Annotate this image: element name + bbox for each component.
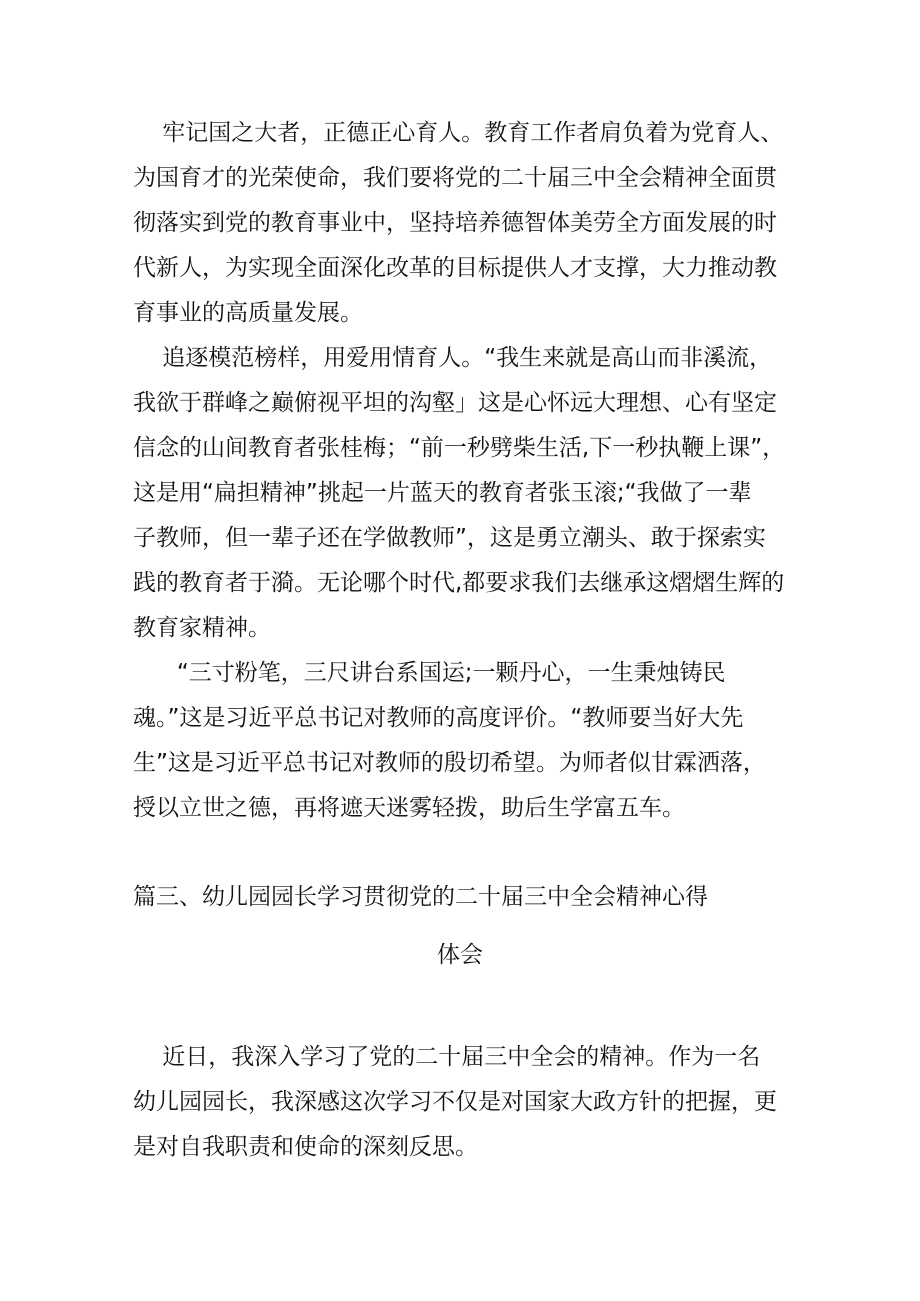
- paragraph-2-line-2: 我欲于群峰之巅俯视平坦的沟壑」这是心怀远大理想、心有坚定: [133, 390, 777, 416]
- closing-paragraph-line-2: 幼儿园园长，我深感这次学习不仅是对国家大政方针的把握，更: [133, 1089, 777, 1115]
- paragraph-3-line-1: “三寸粉笔，三尺讲台系国运;一颗丹心，一生秉烛铸民: [133, 660, 726, 686]
- paragraph-1-line-4: 代新人，为实现全面深化改革的目标提供人才支撑，大力推动教: [133, 255, 777, 281]
- paragraph-2-line-5: 子教师，但一辈子还在学做教师”，这是勇立潮头、敢于探索实: [133, 525, 766, 551]
- paragraph-2-line-7: 教育家精神。: [133, 615, 271, 641]
- paragraph-1-line-3: 彻落实到党的教育事业中，坚持培养德智体美劳全方面发展的时: [133, 210, 777, 236]
- paragraph-1-line-2: 为国育才的光荣使命，我们要将党的二十届三中全会精神全面贯: [133, 165, 777, 191]
- paragraph-3-line-3: 生”这是习近平总书记对教师的殷切希望。为师者似甘霖洒落，: [133, 750, 766, 776]
- paragraph-2-line-6: 践的教育者于漪。无论哪个时代,都要求我们去继承这熠熠生辉的: [133, 570, 785, 596]
- paragraph-3-line-4: 授以立世之德，再将遮天迷雾轻拨，助后生学富五车。: [133, 795, 685, 821]
- paragraph-2-line-1: 追逐模范榜样，用爱用情育人。“我生来就是高山而非溪流，: [133, 345, 773, 371]
- paragraph-3-line-2: 魂。”这是习近平总书记对教师的高度评价。“教师要当好大先: [133, 705, 744, 731]
- paragraph-2-line-4: 这是用“扁担精神”挑起一片蓝天的教育者张玉滚;“我做了一辈: [133, 480, 752, 506]
- paragraph-2-line-3: 信念的山间教育者张桂梅；“前一秒劈柴生活,下一秒执鞭上课”，: [133, 435, 786, 461]
- closing-paragraph-line-1: 近日，我深入学习了党的二十届三中全会的精神。作为一名: [133, 1044, 761, 1070]
- paragraph-1-line-1: 牢记国之大者，正德正心育人。教育工作者肩负着为党育人、: [133, 120, 784, 146]
- section-title-line-1: 篇三、幼儿园园长学习贯彻党的二十届三中全会精神心得: [133, 884, 708, 910]
- closing-paragraph-line-3: 是对自我职责和使命的深刻反思。: [133, 1134, 478, 1160]
- paragraph-1-line-5: 育事业的高质量发展。: [133, 300, 363, 326]
- section-title-line-2: 体会: [437, 942, 483, 968]
